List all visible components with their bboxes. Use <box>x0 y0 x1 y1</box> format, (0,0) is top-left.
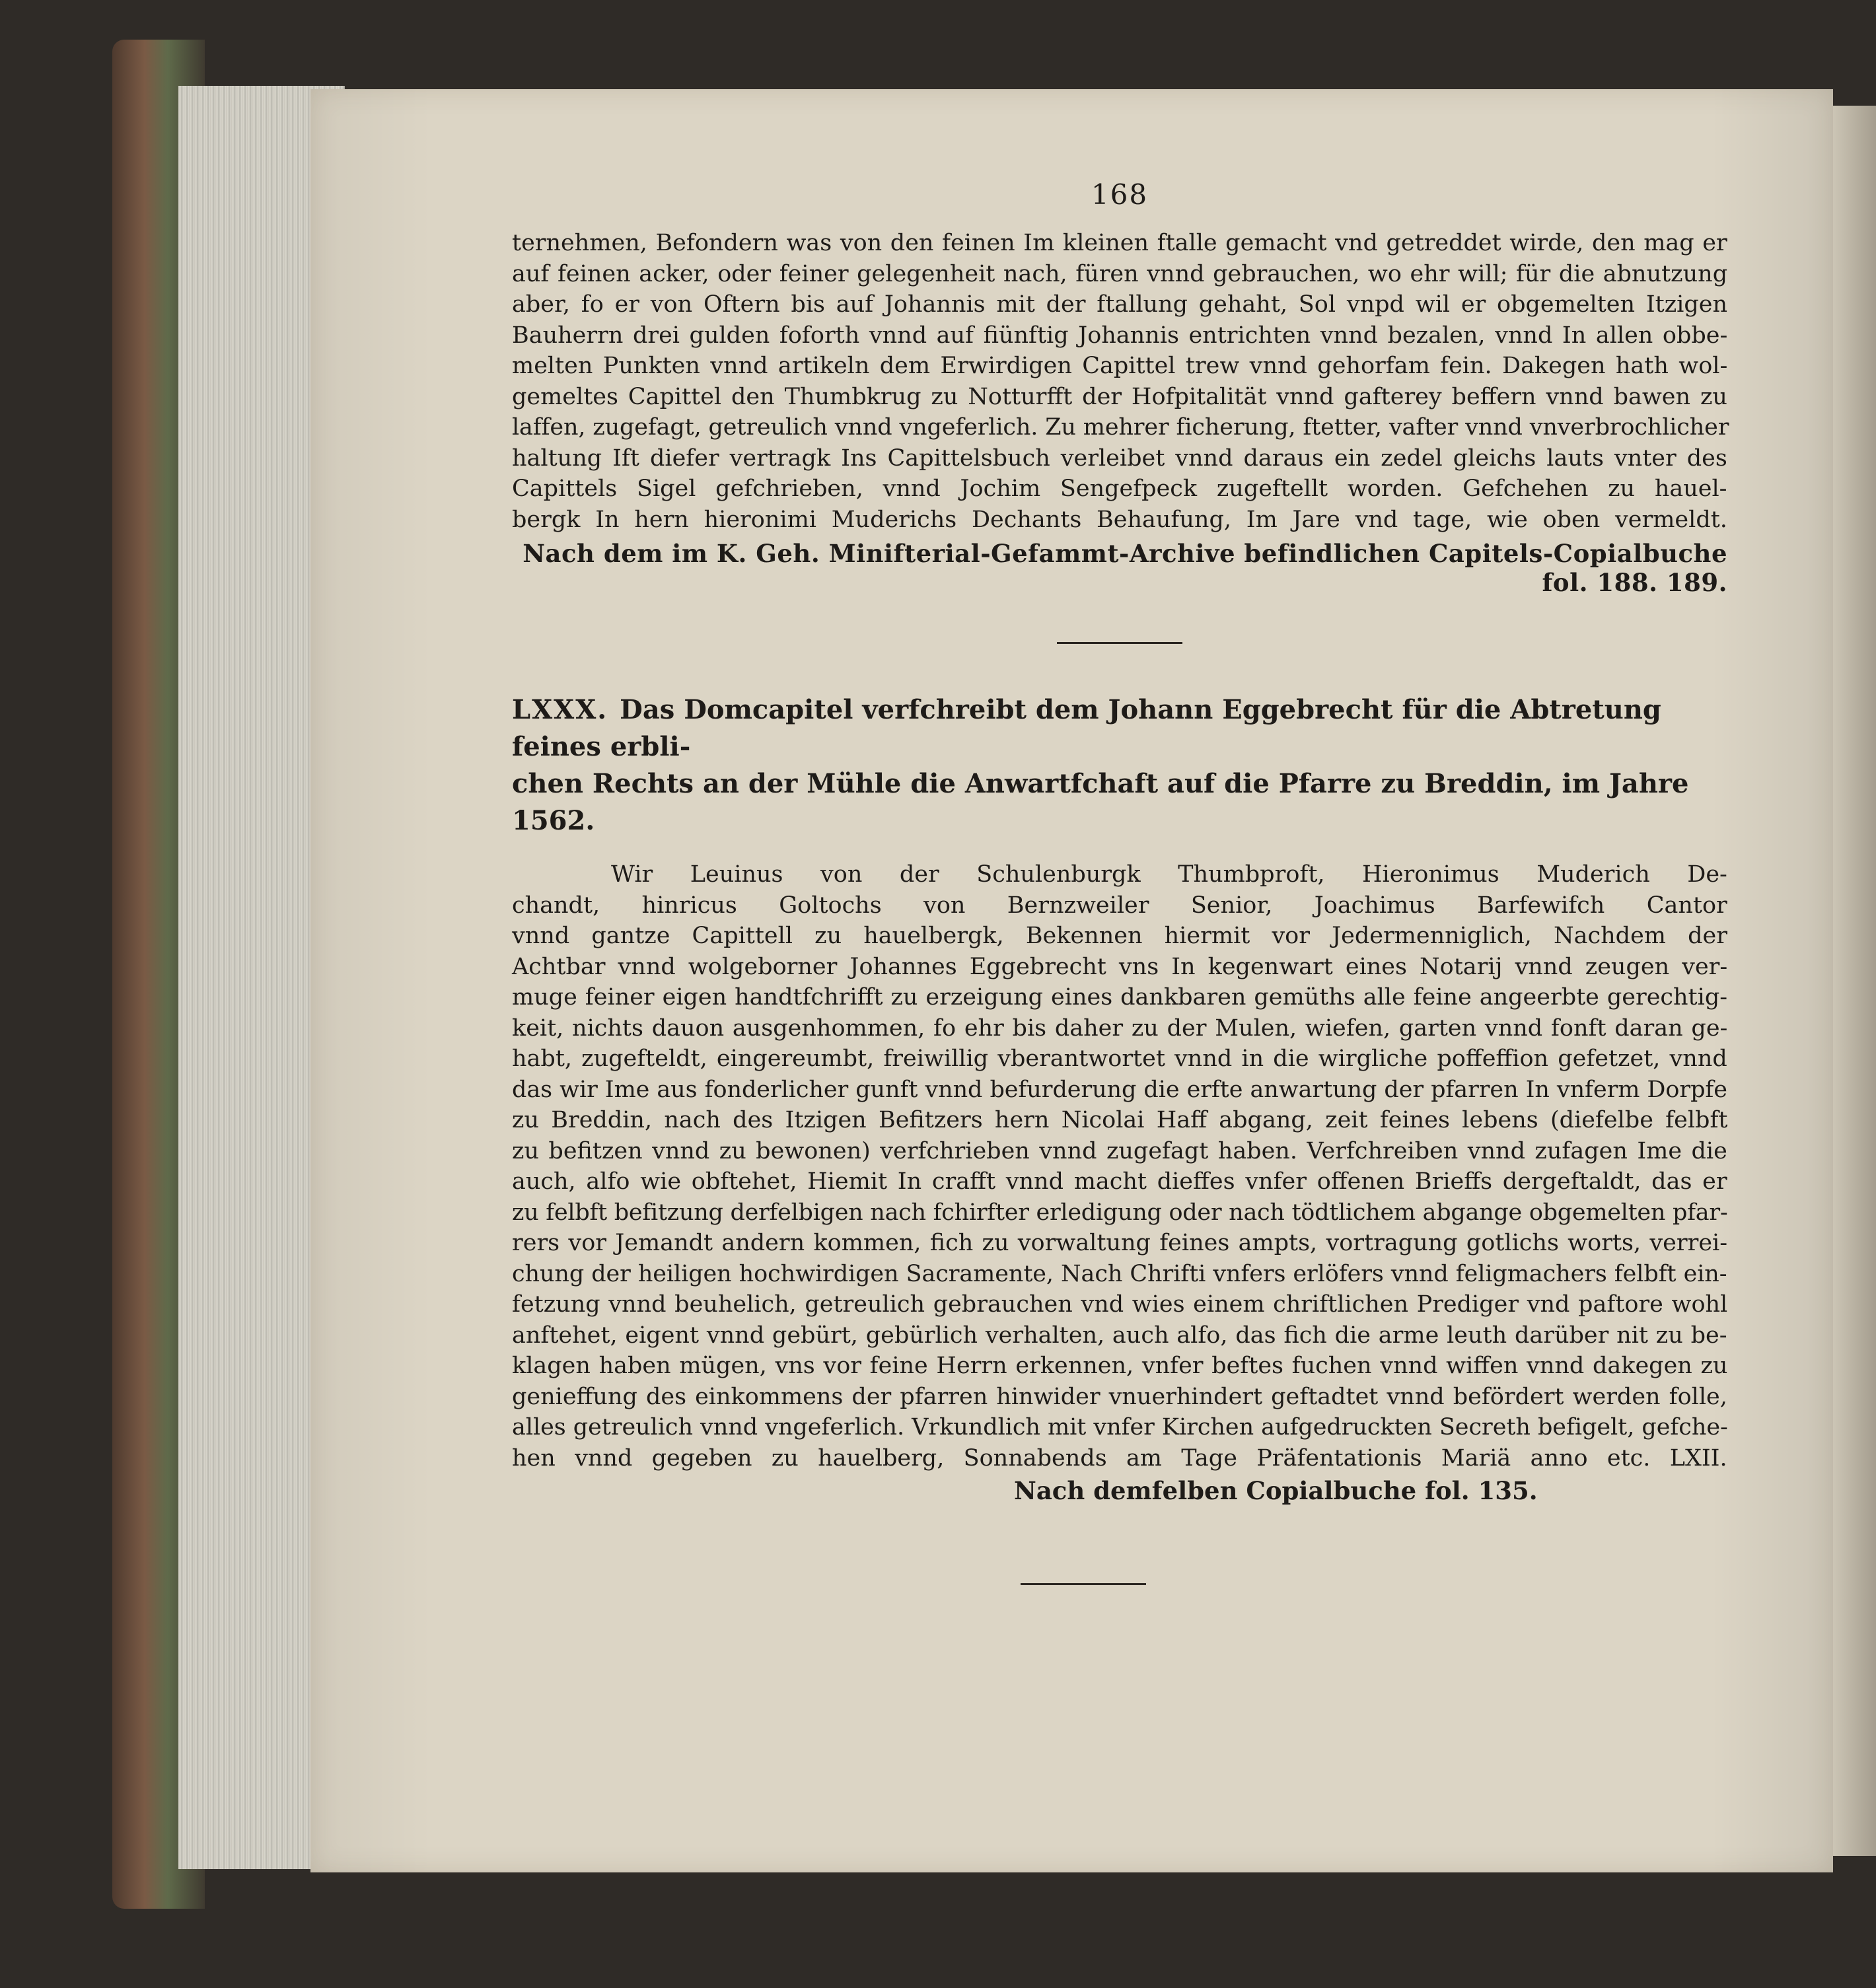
text-line: fetzung vnnd beuhelich, getreulich gebrauchen vnd wies einem chriftlichen Prediger vnd paftore wohl <box>512 1291 1728 1318</box>
page-number: 168 <box>1091 178 1149 211</box>
text-line: alles getreulich vnnd vngeferlich. Vrkundlich mit vnfer Kirchen aufgedruckten Secreth befigelt, gefche- <box>512 1414 1728 1440</box>
facing-page-edge <box>1830 106 1876 1856</box>
text-line: zu felbft befitzung derfelbigen nach fchirfter erledigung oder nach tödtlichem abgange obgemelten pfar- <box>512 1199 1728 1226</box>
divider <box>1057 642 1182 644</box>
text-line: aber, fo er von Oftern bis auf Johannis mit der ftallung gehaht, Sol vnpd wil er obgemelten Itzigen <box>512 291 1728 318</box>
text-line: auf feinen acker, oder feiner gelegenheit nach, füren vnnd gebrauchen, wo ehr will; für die abnutzung <box>512 260 1728 287</box>
text-line: rers vor Jemandt andern kommen, fich zu vorwaltung feines ampts, vortragung gotlichs worts, verrei- <box>512 1230 1728 1256</box>
text-line: anftehet, eigent vnnd gebürt, gebürlich verhalten, auch alfo, das fich die arme leuth darüber nit zu be- <box>512 1322 1727 1349</box>
text-line: zu Breddin, nach des Itzigen Befitzers hern Nicolai Haff abgang, zeit feines lebens (diefelbe felbft <box>512 1107 1728 1133</box>
text-line: gemeltes Capittel den Thumbkrug zu Notturfft der Hofpitalität vnnd gafterey beffern vnnd bawen zu <box>512 383 1727 410</box>
text-line: haltung Ift diefer vertragk Ins Capittelsbuch verleibet vnnd daraus ein zedel gleichs lauts vnter des <box>512 444 1727 472</box>
text-line: keit, nichts dauon ausgenhommen, fo ehr bis daher zu der Mulen, wiefen, garten vnnd fonft daran ge- <box>512 1014 1728 1042</box>
text-line: Capittels Sigel gefchrieben, vnnd Jochim Sengefpeck zugeftellt worden. Gefchehen zu hauel- <box>512 476 1727 502</box>
text-line: laffen, zugefagt, getreulich vnnd vngeferlich. Zu mehrer ficherung, ftetter, vafter vnnd vnverbrochlicher <box>512 414 1729 441</box>
text-line: muge feiner eigen handtfchrifft zu erzeigung eines dankbaren gemüths alle feine angeerbte gerechtig- <box>512 984 1728 1011</box>
book-page <box>310 89 1833 1872</box>
source-note: Nach demfelben Copialbuche fol. 135. <box>1014 1476 1538 1505</box>
text-line: ternehmen, Befondern was von den feinen Im kleinen ftalle gemacht vnd getreddet wirde, den mag er <box>512 230 1727 256</box>
text-line: Achtbar vnnd wolgeborner Johannes Eggebrecht vns In kegenwart eines Notarij vnnd zeugen ver- <box>512 953 1728 980</box>
text-line: hen vnnd gegeben zu hauelberg, Sonnabends am Tage Präfentationis Mariä anno etc. LXII. <box>512 1444 1727 1472</box>
text-line: habt, zugefteldt, eingereumbt, freiwillig vberantwortet vnnd in die wirgliche poffeffion gefetzet, vnnd <box>512 1046 1727 1072</box>
text-line: melten Punkten vnnd artikeln dem Erwirdigen Capittel trew vnnd gehorfam fein. Dakegen hath wol- <box>512 353 1728 379</box>
text-line: das wir Ime aus fonderlicher gunft vnnd befurderung die erfte anwartung der pfarren In vnferm Dorpfe <box>512 1076 1727 1103</box>
text-line: chandt, hinricus Goltochs von Bernzweiler Senior, Joachimus Barfewifch Cantor <box>512 892 1727 919</box>
source-note: Nach dem im K. Geh. Minifterial-Gefammt-Archive befindlichen Capitels-Copialbuche fol. 188. 189. <box>523 539 1727 597</box>
document-number: LXXX. <box>512 694 608 725</box>
heading-line: Das Domcapitel verfchreibt dem Johann Eggebrecht für die Abtretung feines erbli- <box>512 694 1661 762</box>
text-line: zu befitzen vnnd zu bewonen) verfchrieben vnnd zugefagt haben. Verfchreiben vnnd zufagen Ime die <box>512 1137 1727 1164</box>
paragraph-continuation <box>512 228 1727 535</box>
text-line: chung der heiligen hochwirdigen Sacramente, Nach Chrifti vnfers erlöfers vnnd feligmachers felbft ein- <box>512 1260 1727 1287</box>
text-line: vnnd gantze Capittell zu hauelbergk, Bekennen hiermit vor Jedermenniglich, Nachdem der <box>512 923 1727 949</box>
text-line: genieffung des einkommens der pfarren hinwider vnuerhindert geftadtet vnnd befördert werden folle, <box>512 1383 1727 1410</box>
text-line: Bauherrn drei gulden foforth vnnd auf fiünftig Johannis entrichten vnnd bezalen, vnnd In allen obbe- <box>512 322 1728 349</box>
document-heading <box>512 692 1727 839</box>
text-line: auch, alfo wie obftehet, Hiemit In crafft vnnd macht dieffes vnfer offenen Brieffs dergeftaldt, das er <box>512 1168 1727 1195</box>
text-line: Wir Leuinus von der Schulenburgk Thumbproft, Hieronimus Muderich De- <box>611 861 1727 888</box>
text-line: klagen haben mügen, vns vor feine Herrn erkennen, vnfer beftes fuchen vnnd wiffen vnnd dakegen zu <box>512 1353 1728 1379</box>
document-body <box>512 859 1727 1473</box>
heading-line: chen Rechts an der Mühle die Anwartfchaft auf die Pfarre zu Breddin, im Jahre 1562. <box>512 768 1689 836</box>
divider <box>1021 1583 1146 1585</box>
text-line: bergk In hern hieronimi Muderichs Dechants Behaufung, Im Jare vnd tage, wie oben vermeldt. <box>512 506 1727 533</box>
text-block <box>512 178 1727 1585</box>
